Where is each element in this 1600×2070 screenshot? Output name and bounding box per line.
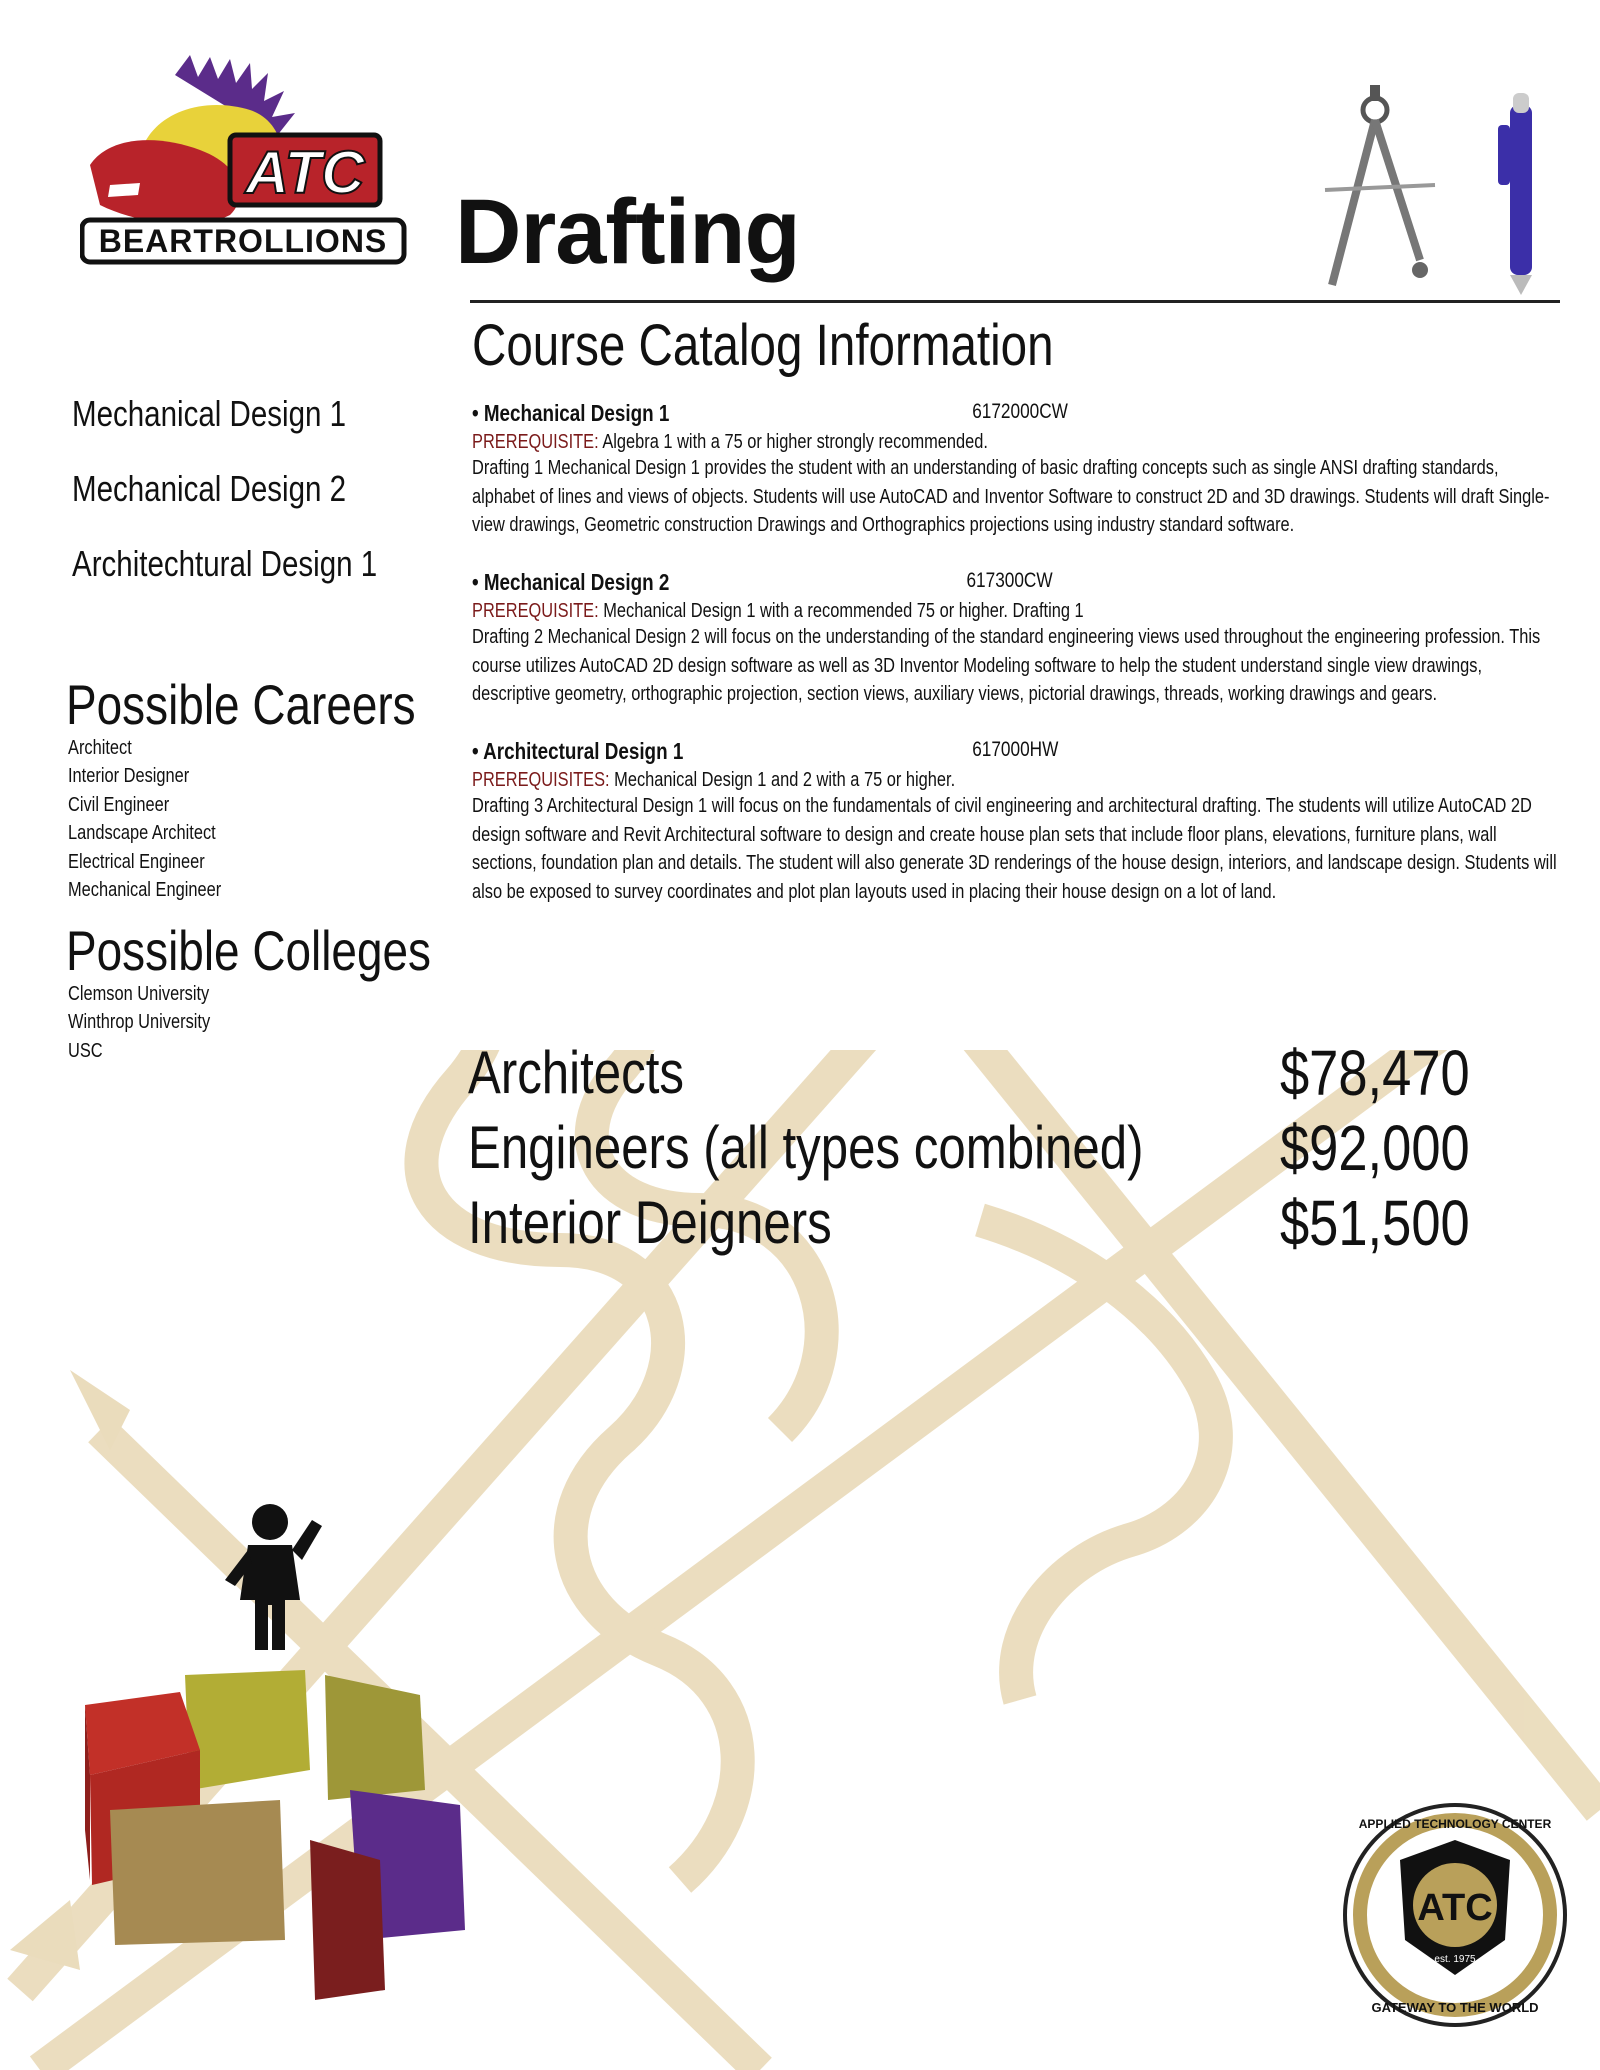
course-name: • Mechanical Design 1	[472, 400, 670, 426]
seal-top-text: APPLIED TECHNOLOGY CENTER	[1358, 1817, 1552, 1831]
course-block-3	[472, 738, 1563, 906]
course-prerequisite: PREREQUISITE: Algebra 1 with a 75 or higher strongly recommended.	[472, 431, 988, 453]
salary-value: $92,000	[1280, 1112, 1470, 1184]
header-divider	[470, 300, 1560, 303]
logo-beartrollions-text: BEARTROLLIONS	[98, 223, 388, 259]
catalog-heading: Course Catalog Information	[472, 313, 1054, 378]
person-on-pie-chart-graphic	[80, 1500, 580, 2000]
sidebar-course-1: Mechanical Design 1	[72, 393, 347, 434]
course-block-2	[472, 569, 1563, 709]
course-code: 6172000CW	[972, 400, 1068, 423]
sidebar-course-3: Architechtural Design 1	[72, 543, 378, 584]
career-item: Architect	[68, 737, 132, 759]
salary-label: Architects	[468, 1039, 685, 1106]
course-description: Drafting 2 Mechanical Design 2 will focus on the understanding of the standard engineering views used throughout the engineering profession. This course utilizes AutoCAD 2D design software as well as 3D Inventor Modeling software to help the student understand single view drawings, descriptive geometry, orthographic projection, section views, auxiliary views, pictorial drawings, threads, working drawings and gears.	[472, 626, 1541, 705]
seal-bottom-text: GATEWAY TO THE WORLD	[1371, 2000, 1539, 2015]
course-description: Drafting 3 Architectural Design 1 will focus on the fundamentals of civil engineering and architectural drafting. The students will utilize AutoCAD 2D design software and Revit Architectural software to design and create house plan sets that include floor plans, elevations, furniture plans, wall sections, foundation plan and details. The student will also generate 3D renderings of the house design, interiors, and landscape design. Students will also be exposed to survey coordinates and plot plan layouts used in placing their house design on a lot of land.	[472, 795, 1557, 903]
salary-label: Engineers (all types combined)	[468, 1114, 1144, 1181]
career-item: Electrical Engineer	[68, 850, 205, 873]
college-item: Clemson University	[68, 983, 210, 1005]
course-name: • Mechanical Design 2	[472, 569, 670, 595]
salary-value: $51,500	[1280, 1187, 1470, 1259]
course-description: Drafting 1 Mechanical Design 1 provides the student with an understanding of basic drafting concepts such as single ANSI drafting standards, alphabet of lines and views of objects. Students will use AutoCAD and Inventor Software to construct 2D and 3D drawings. Students will draft Single-view drawings, Geometric construction Drawings and Orthographics projections using industry standard software.	[472, 457, 1550, 536]
career-item: Interior Designer	[68, 765, 190, 788]
college-item: Winthrop University	[68, 1011, 211, 1034]
course-prerequisite: PREREQUISITES: Mechanical Design 1 and 2 with a 75 or higher.	[472, 769, 956, 791]
career-item: Mechanical Engineer	[68, 879, 222, 902]
course-prerequisite: PREREQUISITE: Mechanical Design 1 with a recommended 75 or higher. Drafting 1	[472, 600, 1084, 622]
course-code: 617300CW	[966, 569, 1053, 592]
careers-list	[68, 734, 221, 904]
logo-atc-text: ATC	[245, 139, 365, 206]
course-code: 617000HW	[972, 738, 1059, 761]
colleges-list	[68, 980, 210, 1065]
seal-est-text: est. 1975	[1434, 1954, 1476, 1965]
colleges-heading: Possible Colleges	[66, 919, 432, 982]
career-item: Civil Engineer	[68, 793, 170, 816]
career-item: Landscape Architect	[68, 822, 216, 845]
seal-atc-text: ATC	[1417, 1887, 1493, 1929]
page-title: Drafting	[455, 181, 800, 283]
salary-label: Interior Deigners	[468, 1189, 832, 1256]
salary-value: $78,470	[1280, 1037, 1470, 1109]
atc-seal-logo	[1340, 1800, 1570, 2030]
college-item: USC	[68, 1039, 103, 1062]
beartrollions-logo	[80, 55, 410, 275]
sidebar-course-2: Mechanical Design 2	[72, 468, 347, 509]
course-block-1	[472, 400, 1563, 540]
compass-and-pen-icon	[1320, 85, 1560, 295]
careers-heading: Possible Careers	[66, 673, 416, 736]
course-name: • Architectural Design 1	[472, 738, 684, 764]
